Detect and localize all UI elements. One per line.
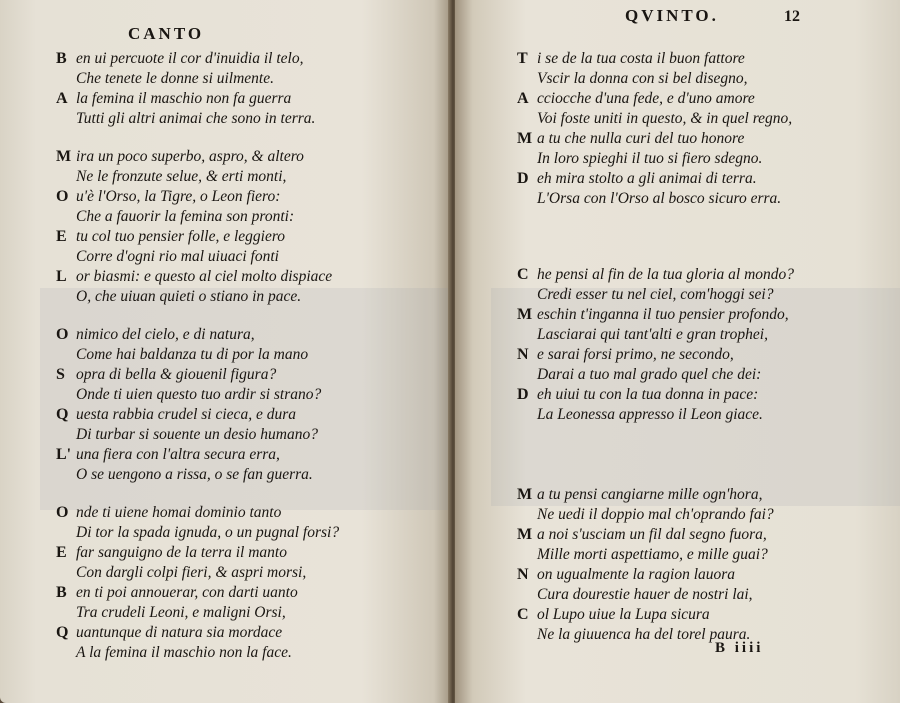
initial-capital: N	[517, 566, 529, 583]
verse-line	[517, 486, 762, 504]
verse-line	[517, 606, 710, 624]
initial-capital: C	[517, 266, 529, 283]
verse-text: ira un poco superbo, aspro, & altero	[76, 148, 304, 165]
verse-line	[56, 148, 304, 166]
verse-line	[56, 90, 291, 108]
verse-text: una fiera con l'altra secura erra,	[76, 446, 280, 463]
verse-text: Ne le fronzute selue, & erti monti,	[76, 168, 287, 185]
verse-line	[517, 406, 763, 424]
verse-text: a noi s'usciam un fil dal segno fuora,	[537, 526, 767, 543]
verse-line	[56, 268, 332, 286]
verse-text: la femina il maschio non fa guerra	[76, 90, 292, 107]
initial-capital: L'	[56, 446, 72, 463]
verse-line	[517, 90, 755, 108]
verse-line	[56, 426, 318, 444]
verse-line	[56, 110, 315, 128]
verse-line	[56, 584, 298, 602]
verse-text: Vscir la donna con si bel disegno,	[537, 70, 748, 87]
verse-line	[56, 524, 339, 542]
verse-text: Corre d'ogni rio mal uiuaci fonti	[76, 248, 279, 265]
verse-line	[56, 386, 321, 404]
verse-line	[517, 586, 753, 604]
verse-text: en ui percuote il cor d'inuidia il telo,	[76, 50, 304, 67]
verse-text: far sanguigno de la terra il manto	[76, 544, 287, 561]
verse-text: Ne uedi il doppio mal ch'oprando fai?	[537, 506, 774, 523]
initial-capital: O	[56, 188, 69, 205]
verse-line	[56, 70, 274, 88]
verse-text: uesta rabbia crudel si cieca, e dura	[76, 406, 296, 423]
verse-line	[56, 50, 303, 68]
initial-capital: O	[56, 504, 69, 521]
verse-line	[517, 266, 794, 284]
verse-text: Darai a tuo mal grado quel che dei:	[537, 366, 762, 383]
initial-capital: M	[517, 486, 533, 503]
verse-line	[517, 50, 745, 68]
initial-capital: O	[56, 326, 69, 343]
right-running-head: QVINTO.	[625, 6, 719, 25]
verse-text: eschin t'inganna il tuo pensier profondo,	[537, 306, 789, 323]
verse-line	[517, 190, 781, 208]
initial-capital: M	[517, 306, 533, 323]
initial-capital: N	[517, 346, 529, 363]
verse-text: nde ti uiene homai dominio tanto	[76, 504, 282, 521]
verse-text: La Leonessa appresso il Leon giace.	[537, 406, 763, 423]
verse-text: Di turbar si souente un desio humano?	[76, 426, 318, 443]
verse-line	[56, 326, 255, 344]
verse-text: a tu che nulla curi del tuo honore	[537, 130, 745, 147]
verse-text: Tutti gli altri animai che sono in terra.	[76, 110, 316, 127]
verse-text: e sarai forsi primo, ne secondo,	[537, 346, 734, 363]
initial-capital: E	[56, 228, 67, 245]
verse-line	[517, 150, 762, 168]
verse-line	[56, 248, 279, 266]
verse-text: on ugualmente la ragion lauora	[537, 566, 736, 583]
verse-text: cciocche d'una fede, e d'uno amore	[537, 90, 755, 107]
verse-text: Lasciarai qui tant'alti e gran trophei,	[537, 326, 768, 343]
verse-text: Che tenete le donne si uilmente.	[76, 70, 274, 87]
signature-mark: B iiii	[715, 640, 764, 656]
verse-text: uantunque di natura sia mordace	[76, 624, 283, 641]
verse-text: en ti poi annouerar, con darti uanto	[76, 584, 298, 601]
verse-line	[517, 366, 761, 384]
verse-text: Cura dourestie hauer de nostri lai,	[537, 586, 753, 603]
verse-text: In loro spieghi il tuo si fiero sdegno.	[537, 150, 763, 167]
verse-line	[56, 168, 286, 186]
initial-capital: A	[56, 90, 68, 107]
verse-line	[56, 208, 294, 226]
verse-text: Ne la giuuenca ha del torel paura.	[537, 626, 751, 643]
verse-text: ol Lupo uiue la Lupa sicura	[537, 606, 710, 623]
verse-text: i se de la tua costa il buon fattore	[537, 50, 745, 67]
verse-line	[517, 506, 774, 524]
verse-line	[517, 170, 757, 188]
verse-text: Con dargli colpi fieri, & aspri morsi,	[76, 564, 307, 581]
verse-text: tu col tuo pensier folle, e leggiero	[76, 228, 286, 245]
verse-text: a tu pensi cangiarne mille ogn'hora,	[537, 486, 763, 503]
verse-text: Onde ti uien questo tuo ardir si strano?	[76, 386, 322, 403]
initial-capital: A	[517, 90, 529, 107]
verse-line	[56, 288, 301, 306]
verse-line	[517, 526, 767, 544]
verse-line	[56, 544, 287, 562]
verse-text: or biasmi: e questo al ciel molto dispiace	[76, 268, 333, 285]
verse-line	[517, 326, 768, 344]
verse-line	[56, 446, 280, 464]
right-page	[455, 0, 900, 703]
verse-text: L'Orsa con l'Orso al bosco sicuro erra.	[537, 190, 782, 207]
initial-capital: L	[56, 268, 67, 285]
verse-line	[56, 228, 285, 246]
verse-line	[517, 306, 789, 324]
verse-line	[56, 188, 280, 206]
verse-line	[517, 546, 768, 564]
initial-capital: S	[56, 366, 65, 383]
verse-line	[56, 624, 282, 642]
initial-capital: Q	[56, 624, 69, 641]
initial-capital: T	[517, 50, 528, 67]
verse-text: Mille morti aspettiamo, e mille guai?	[537, 546, 768, 563]
verse-text: Voi foste uniti in questo, & in quel regno,	[537, 110, 793, 127]
verse-text: nimico del cielo, e di natura,	[76, 326, 255, 343]
verse-line	[517, 110, 792, 128]
verse-line	[56, 406, 296, 424]
verse-line	[56, 466, 313, 484]
verse-line	[56, 564, 306, 582]
verse-line	[517, 130, 744, 148]
verse-text: Tra crudeli Leoni, e maligni Orsi,	[76, 604, 286, 621]
verse-text: eh mira stolto a gli animai di terra.	[537, 170, 757, 187]
initial-capital: D	[517, 170, 529, 187]
verse-line	[517, 346, 734, 364]
verse-line	[517, 286, 774, 304]
verse-line	[56, 644, 292, 662]
initial-capital: E	[56, 544, 67, 561]
verse-text: Di tor la spada ignuda, o un pugnal forsi?	[76, 524, 340, 541]
verse-line	[517, 70, 748, 88]
verse-line	[56, 346, 308, 364]
verse-text: Credi esser tu nel ciel, com'hoggi sei?	[537, 286, 774, 303]
verse-text: A la femina il maschio non la face.	[76, 644, 292, 661]
verse-text: u'è l'Orso, la Tigre, o Leon fiero:	[76, 188, 281, 205]
verse-text: O se uengono a rissa, o se fan guerra.	[76, 466, 313, 483]
initial-capital: Q	[56, 406, 69, 423]
verse-line	[517, 386, 758, 404]
initial-capital: C	[517, 606, 529, 623]
verse-text: opra di bella & giouenil figura?	[76, 366, 277, 383]
verse-line	[517, 566, 735, 584]
left-running-head: CANTO	[128, 24, 205, 43]
initial-capital: D	[517, 386, 529, 403]
page-number: 12	[784, 8, 800, 25]
initial-capital: B	[56, 50, 67, 67]
verse-line	[56, 504, 281, 522]
verse-text: he pensi al fin de la tua gloria al mondo?	[537, 266, 795, 283]
verse-text: Che a fauorir la femina son pronti:	[76, 208, 295, 225]
initial-capital: M	[517, 526, 533, 543]
initial-capital: M	[517, 130, 533, 147]
verse-line	[56, 604, 286, 622]
initial-capital: M	[56, 148, 72, 165]
initial-capital: B	[56, 584, 67, 601]
verse-text: eh uiui tu con la tua donna in pace:	[537, 386, 759, 403]
verse-text: O, che uiuan quieti o stiano in pace.	[76, 288, 302, 305]
verse-line	[56, 366, 276, 384]
verse-text: Come hai baldanza tu di por la mano	[76, 346, 309, 363]
